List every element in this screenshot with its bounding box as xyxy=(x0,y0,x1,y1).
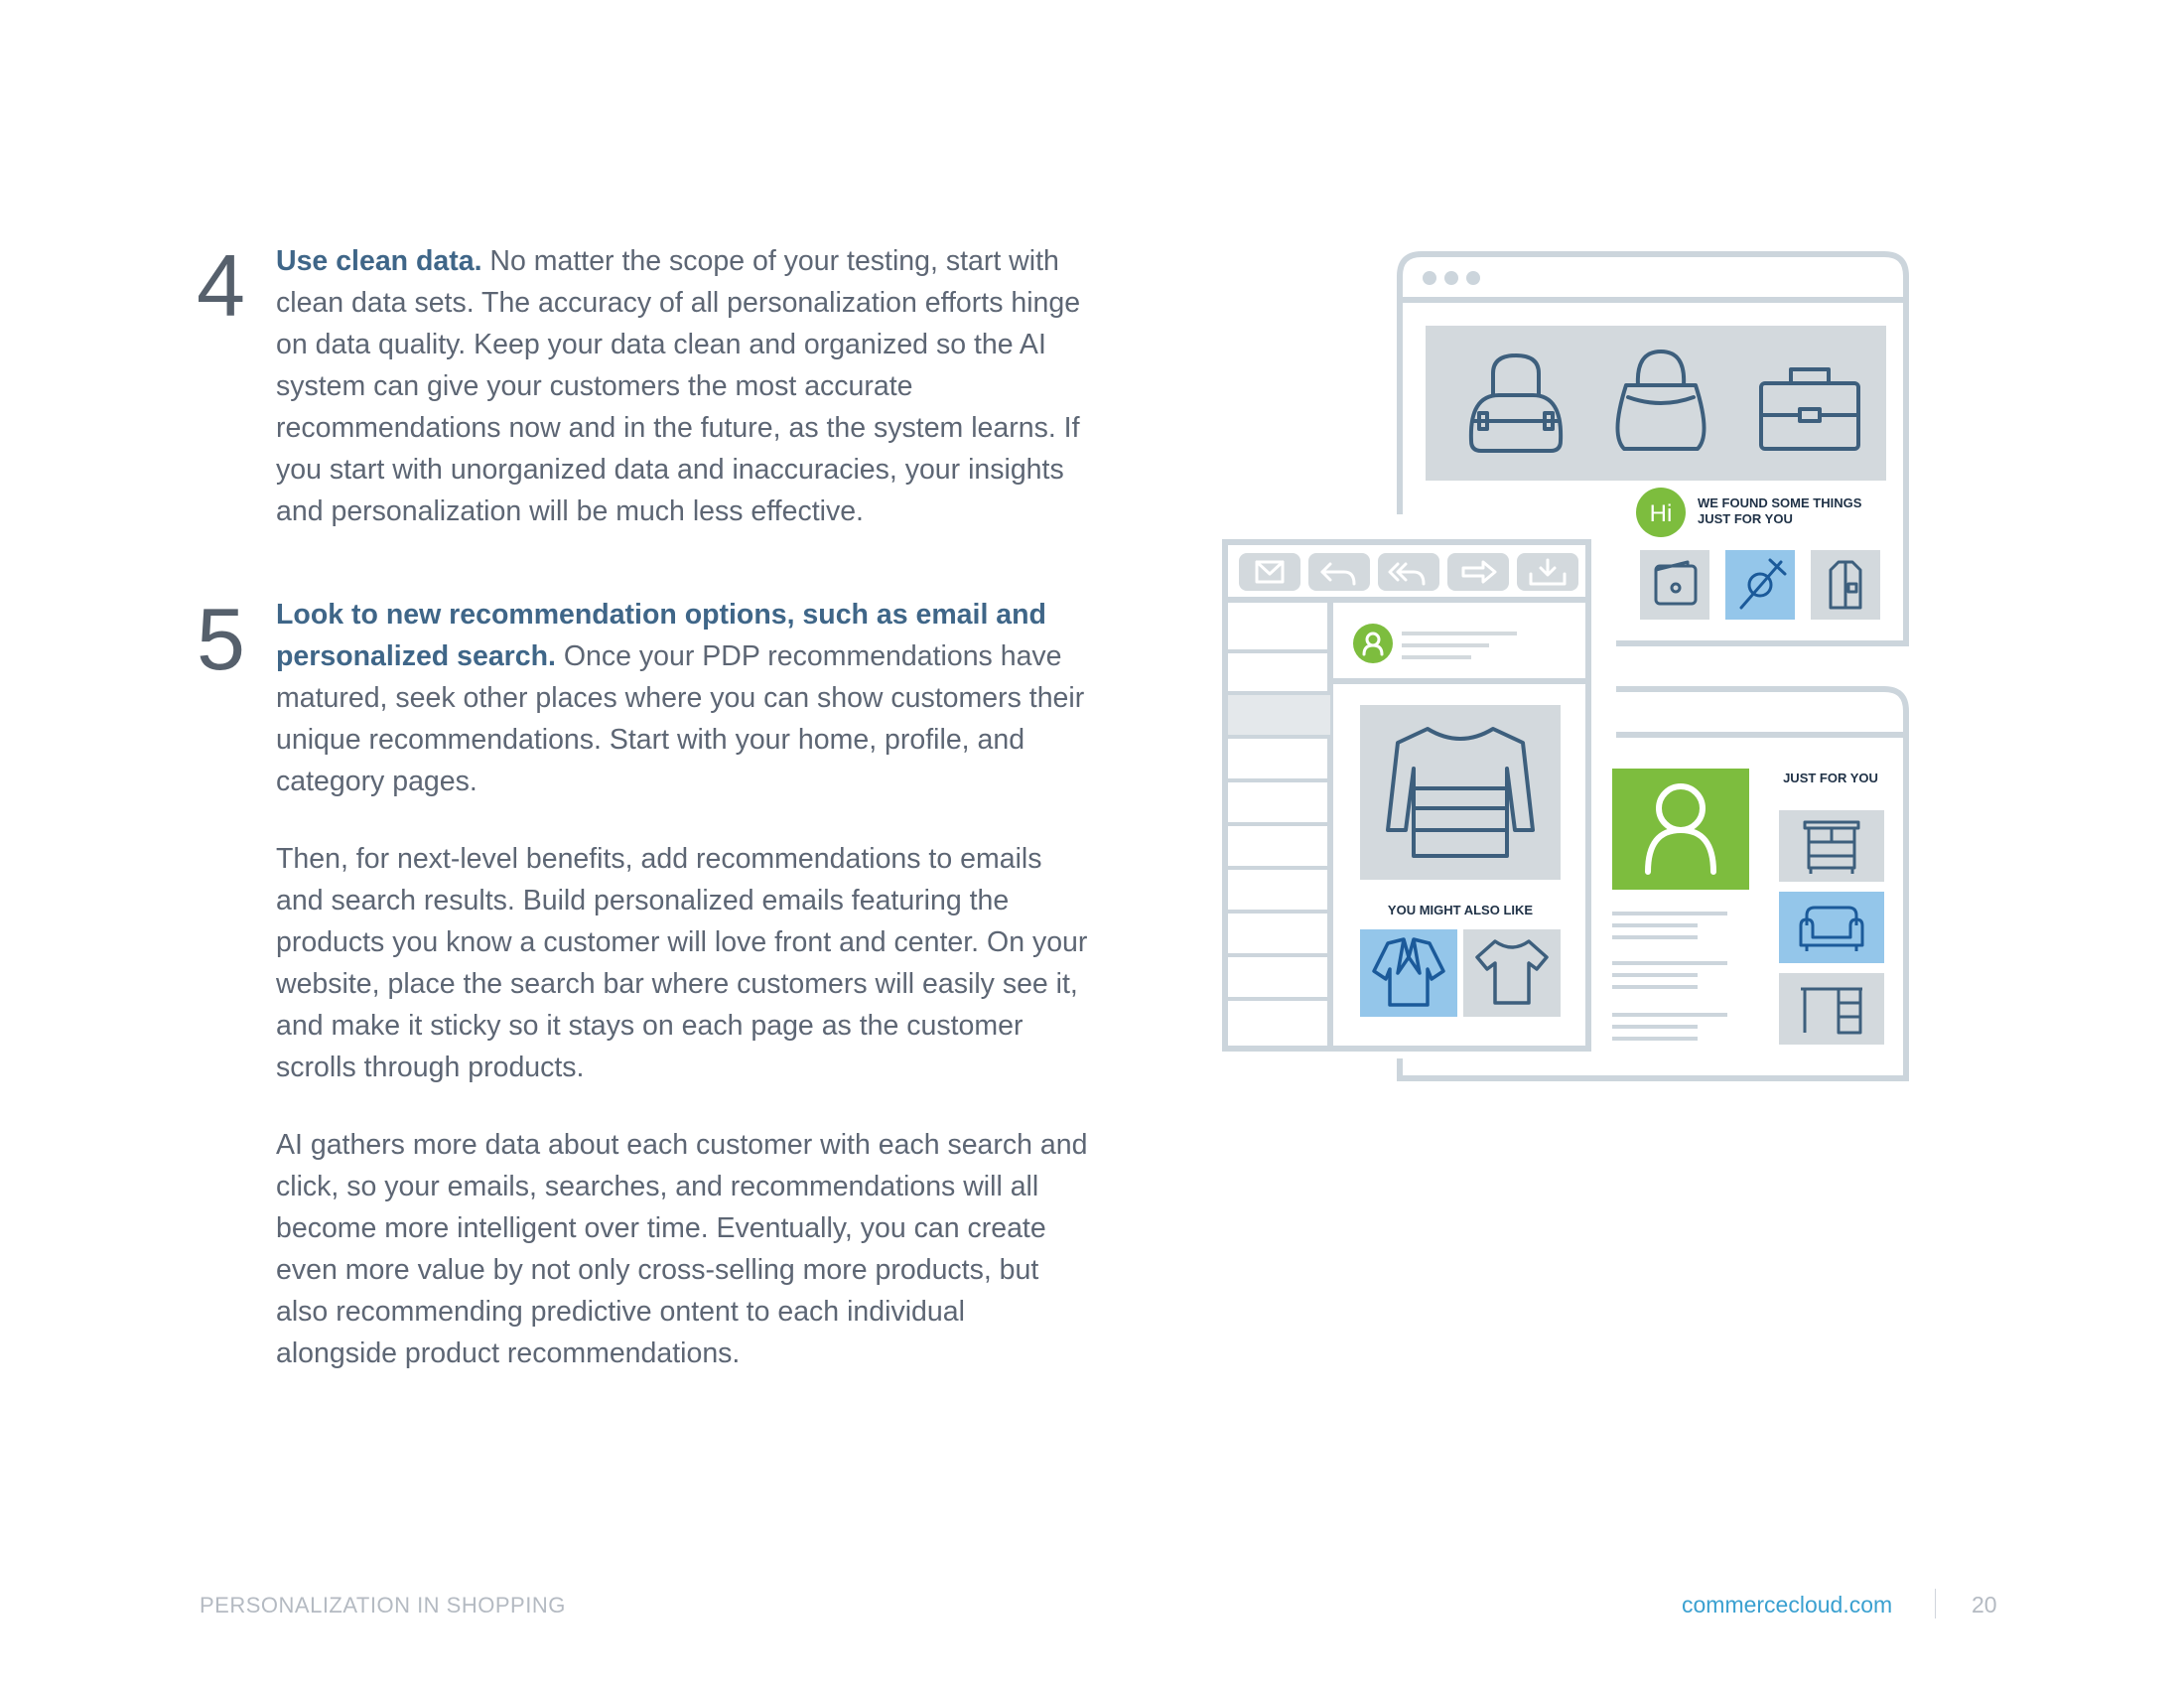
tip-number-4: 4 xyxy=(197,236,245,335)
window-dot-3 xyxy=(1466,271,1480,285)
selected-message-row xyxy=(1228,693,1330,737)
sofa-tile xyxy=(1779,892,1884,963)
tip-4-body: No matter the scope of your testing, start with clean data sets. The accuracy of all personalization efforts hinge on data quality. Keep your data clean and organized so the AI system can give your customers the most accurate recommendations now and in the future, as the system learns. If you start with unorganized data and inaccuracies, your insights and personalization will be much less effective. xyxy=(276,245,1081,527)
just-for-you-label: JUST FOR YOU xyxy=(1783,771,1878,785)
desk-tile xyxy=(1779,973,1884,1045)
footer-divider xyxy=(1935,1589,1936,1618)
forward-button[interactable] xyxy=(1447,553,1509,591)
tip-number-5: 5 xyxy=(197,590,245,688)
email-toolbar xyxy=(1239,553,1578,591)
tip-5-paragraph-3: AI gathers more data about each customer with each search and click, so your emails, searches, and recommendations will all become more intelligent over time. Eventually, you can create even more value by not only cross-selling more products, but also recommending predictive ontent to each individual alongside product recommendations. xyxy=(276,1129,1088,1369)
tip-5-lead: Look to new recommendation options, such as email and personalized search. xyxy=(276,599,1046,672)
banner-line-2: JUST FOR YOU xyxy=(1698,511,1793,526)
personalization-illustration xyxy=(1219,246,1914,1090)
tip-5-paragraph-2: Then, for next-level benefits, add recommendations to emails and search results. Build personalized emails featuring the products you know a customer will love front and center. On your website, place the search bar where customers will easily see it, and make it sticky so it stays on each page as the customer scrolls through products. xyxy=(276,843,1088,1083)
sweater-tile xyxy=(1360,705,1561,880)
page-number: 20 xyxy=(1972,1592,1997,1618)
tip-4-lead: Use clean data. xyxy=(276,245,482,277)
tip-5-body: Once your PDP recommendations have matured, seek other places where you can show customers their unique recommendations. Start with your home, profile, and category pages. xyxy=(276,640,1085,797)
banner-line-1: WE FOUND SOME THINGS xyxy=(1698,495,1862,510)
hi-badge-text: Hi xyxy=(1649,500,1673,527)
footer-title: PERSONALIZATION IN SHOPPING xyxy=(200,1593,566,1618)
sender-avatar xyxy=(1353,624,1393,663)
tip-5-text xyxy=(276,594,1090,1374)
footer-website-link[interactable]: commercecloud.com xyxy=(1682,1592,1893,1618)
window-dot-2 xyxy=(1444,271,1458,285)
window-dot-1 xyxy=(1423,271,1436,285)
tip-4-text xyxy=(276,240,1090,532)
you-might-also-like-label: YOU MIGHT ALSO LIKE xyxy=(1387,903,1534,917)
